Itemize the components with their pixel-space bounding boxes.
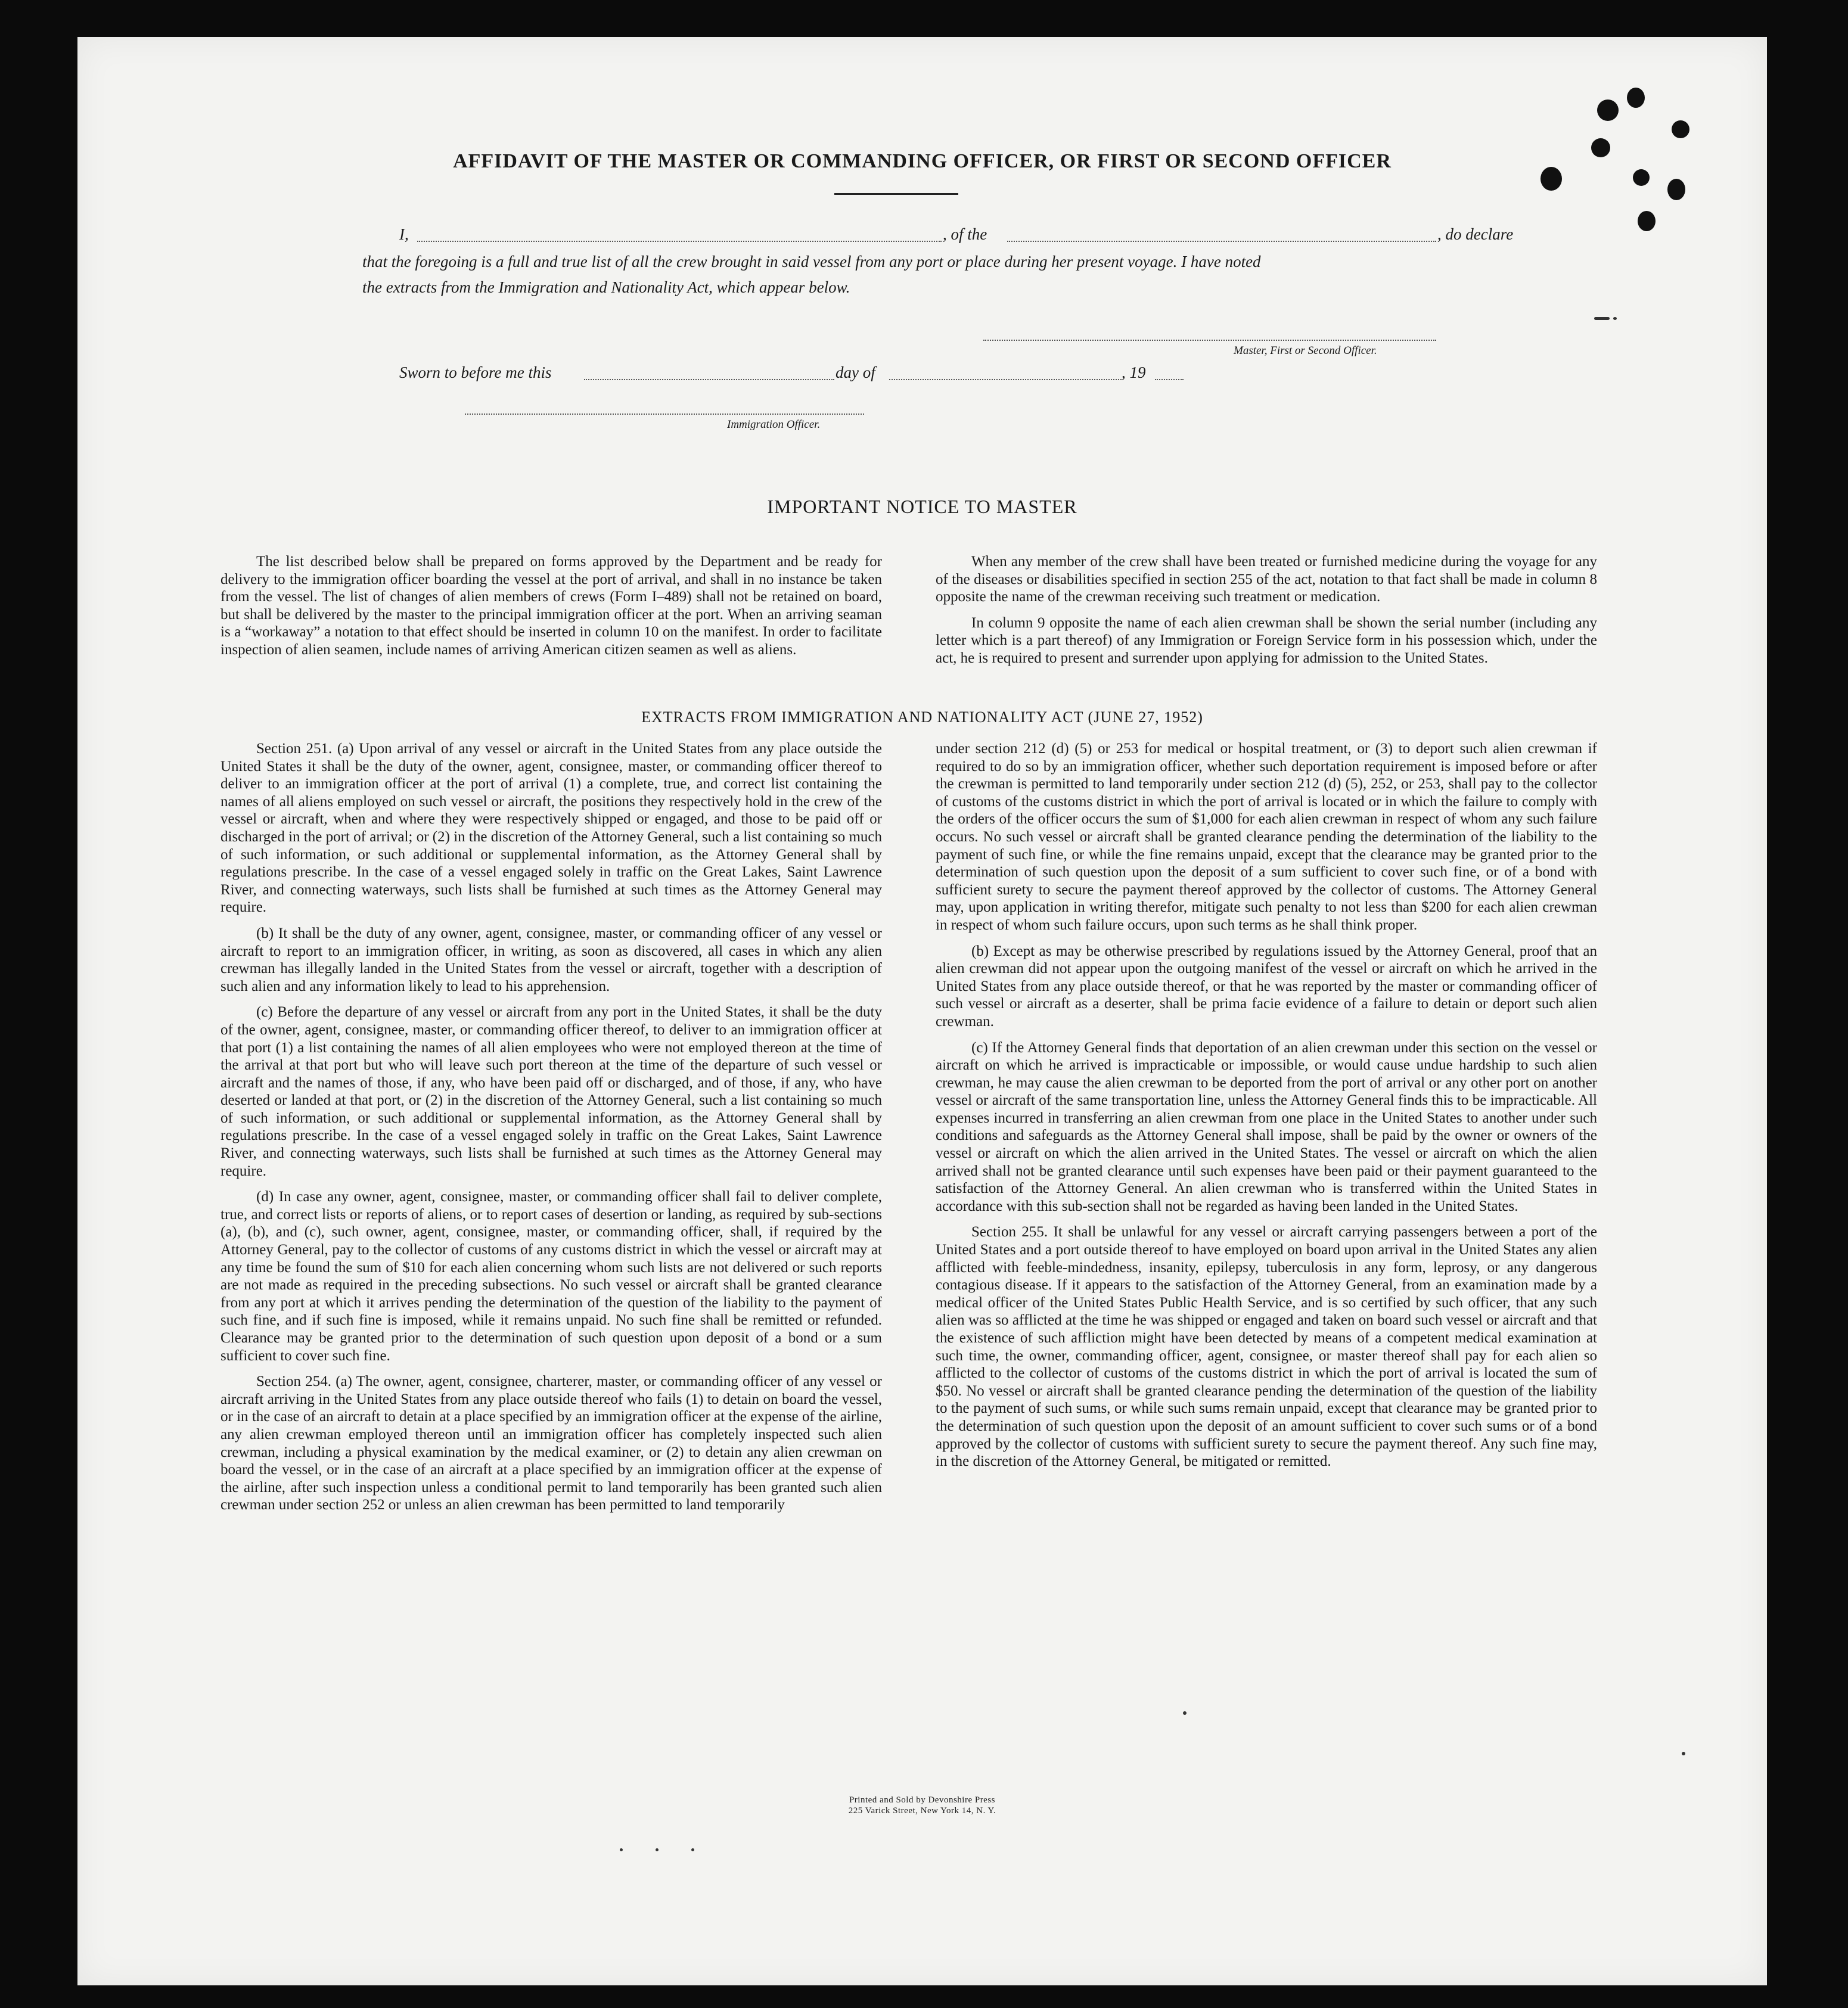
- imprint-line-1: Printed and Sold by Devonshire Press: [849, 1795, 996, 1805]
- ink-speck: [1183, 1711, 1187, 1715]
- section-254b: (b) Except as may be otherwise prescribed by regulations issued by the Attorney General, proof that an alien crewman did not appear upon the outgoing manifest of the vessel or aircraft on which he arrived in the United States from any place outside thereof, or that he was reported by the master or commanding officer of such vessel or aircraft as a deserter, shall be prima facie evidence of a failure to detain or deport such alien crewman.: [936, 943, 1597, 1030]
- officer-signature-field[interactable]: [465, 414, 864, 415]
- section-254a: Section 254. (a) The owner, agent, consignee, charterer, master, or commanding officer of any vessel or aircraft arriving in the United States from any place outside thereof who fails (1) to detain on board the vessel, or in the case of an aircraft to detain at a place specified by an immigration officer at the expense of the airline, any alien crewman employed thereon until an immigration officer has completely inspected such alien crewman, including a physical examination by the medical examiner, or (2) to detain any alien crewman on board the vessel, or in the case of an aircraft at a place specified by an immigration officer at the expense of the airline, after such inspection unless a conditional permit to land temporarily has been granted such alien crewman under section 252 or unless an alien crewman has been permitted to land temporarily: [220, 1373, 882, 1513]
- declaration-text-line2: that the foregoing is a full and true list of all the crew brought in said vessel from any port or place during her present voyage. I have noted: [362, 253, 1261, 271]
- master-signature-label: Master, First or Second Officer.: [1234, 344, 1377, 357]
- declarant-prefix: I,: [399, 225, 409, 243]
- section-254a-continued: under section 212 (d) (5) or 253 for medical or hospital treatment, or (3) to deport such alien crewman if required to do so by an immigration officer, whether such deportation requirement is imposed before or after the crewman is permitted to land temporarily under section 212 (d) (5), 252, or 253, shall pay to the collector of customs of the customs district in which the port of arrival is located or in which the failure to comply with the orders of the officer occurs the sum of $1,000 for each alien crewman in respect of whom any such failure occurs. No such vessel or aircraft shall be granted clearance pending the determination of the liability to the payment of such fine, or while the fine remains unpaid, except that the clearance may be granted prior to the determination of such question upon the deposit of a sum sufficient to cover such fine, or of a bond with sufficient surety to secure the payment thereof approved by the collector of customs. The Attorney General may, upon application in writing therefor, mitigate such penalty to not less than $200 for each alien crewman in respect of whom such failure occurs, upon such terms as he shall think proper.: [936, 741, 1597, 933]
- extracts-left-column: [220, 740, 882, 1522]
- declaration-text-line3: the extracts from the Immigration and Nationality Act, which appear below.: [362, 278, 850, 296]
- section-251d: (d) In case any owner, agent, consignee, master, or commanding officer shall fail to deliver complete, true, and correct lists or reports of aliens, or to report cases of desertion or landing, as required by sub-sections (a), (b), and (c), such owner, agent, consignee, master, or commanding officer, shall, if required by the Attorney General, pay to the collector of customs of any customs district in which the vessel or aircraft may at any time be found the sum of $10 for each alien concerning whom such lists are not delivered or such reports are not made as required in the preceding subsections. No such vessel or aircraft shall be granted clearance from any port at which it arrives pending the determination of the question of the liability to the payment of such fine, and if such fine is imposed, while it remains unpaid. No such fine shall be remitted or refunded. Clearance may be granted prior to the determination of such question upon deposit of a bond or a sum sufficient to cover such fine.: [220, 1189, 882, 1364]
- ink-blot: [1591, 138, 1610, 157]
- ink-speck: [1613, 317, 1617, 320]
- ink-blot: [1633, 169, 1650, 186]
- sworn-day-field[interactable]: [584, 379, 834, 380]
- ink-blot: [1597, 100, 1619, 121]
- ink-speck: [656, 1848, 659, 1851]
- sworn-label: Sworn to before me this: [399, 363, 552, 381]
- sworn-year-field[interactable]: [1155, 379, 1184, 380]
- ink-speck: [620, 1848, 623, 1851]
- ink-blot: [1540, 167, 1562, 191]
- notice-paragraph: The list described below shall be prepared on forms approved by the Department and be ready for delivery to the immigration officer boarding the vessel at the port of arrival, and shall in no instance be taken from the vessel. The list of changes of alien members of crews (Form I–489) shall not be retained on board, but shall be delivered by the master to the principal immigration officer at the port. When an arriving seaman is a “workaway” a notation to that effect should be inserted in column 10 on the manifest. In order to facilitate inspection of alien seamen, include names of arriving American citizen seamen as well as aliens.: [220, 554, 882, 658]
- notice-paragraph: When any member of the crew shall have been treated or furnished medicine during the voyage for any of the diseases or disabilities specified in section 255 of the act, notation to that fact shall be made in column 8 opposite the name of the crewman receiving such treatment or medication.: [936, 554, 1597, 605]
- ink-speck: [691, 1848, 694, 1851]
- ink-blot: [1672, 120, 1689, 138]
- section-251b: (b) It shall be the duty of any owner, agent, consignee, master, or commanding officer of any vessel or aircraft to report to an immigration officer, in writing, as soon as discovered, all cases in which any alien crewman has illegally landed in the United States from the vessel or aircraft, together with a description of such alien and any information likely to lead to his apprehension.: [220, 925, 882, 994]
- section-251a: Section 251. (a) Upon arrival of any vessel or aircraft in the United States from any place outside the United States it shall be the duty of the owner, agent, consignee, master, or commanding officer thereof to deliver to an immigration officer at the port of arrival (1) a complete, true, and correct list containing the names of all aliens employed on such vessel or aircraft, the positions they respectively hold in the crew of the vessel or aircraft, when and where they were respectively shipped or engaged, and those to be paid off or discharged in the port of arrival; or (2) in the discretion of the Attorney General, such a list containing so much of such information, or such additional or supplemental information, as the Attorney General shall by regulations prescribe. In the case of a vessel engaged solely in traffic on the Great Lakes, Saint Lawrence River, and connecting waterways, such lists shall be furnished at such times as the Attorney General may require.: [220, 741, 882, 916]
- form-sheet: [77, 37, 1767, 1985]
- notice-left-column: [220, 553, 882, 667]
- section-255: Section 255. It shall be unlawful for any vessel or aircraft carrying passengers between a port of the United States and a port outside thereof to have employed on board upon arrival in the United States any alien afflicted with feeble-mindedness, insanity, epilepsy, tuberculosis in any form, leprosy, or any dangerous contagious disease. If it appears to the satisfaction of the Attorney General, from an examination made by a medical officer of the United States Public Health Service, and is so certified by such officer, that any such alien was so afflicted at the time he was shipped or engaged and taken on board such vessel or aircraft and that the existence of such affliction might have been detected by means of a competent medical examination at such time, the owner, commanding officer, agent, consignee, or master thereof shall pay for each alien so afflicted to the collector of customs of the customs district in which the port of arrival is located the sum of $50. No vessel or aircraft shall be granted clearance pending the determination of the question of the liability to the payment of such sums, or while such sums remain unpaid, except that clearance may be granted prior to the determination of such question upon the deposit of an amount sufficient to cover such sums or of a bond approved by the collector of customs with sufficient surety to secure the payment thereof. Any such fine may, in the discretion of the Attorney General, be mitigated or remitted.: [936, 1224, 1597, 1470]
- imprint-line-2: 225 Varick Street, New York 14, N. Y.: [848, 1806, 996, 1816]
- section-254c: (c) If the Attorney General finds that deportation of an alien crewman under this section on the vessel or aircraft on which he arrived is impracticable or impossible, or would cause undue hardship to such alien crewman, he may cause the alien crewman to be deported from the port of arrival or any other port on another vessel or aircraft of the same transportation line, unless the Attorney General finds this to be impracticable. All expenses incurred in transferring an alien crewman from one place in the United States to another under such conditions and safeguards as the Attorney General shall impose, shall be paid by the owner or owners of the vessel or aircraft on which the alien arrived in the United States. The vessel or aircraft on which the alien arrived shall not be granted clearance until such expenses have been paid or their payment guaranteed to the satisfaction of the Attorney General. An alien crewman who is transferred within the United States in accordance with this sub-section shall not be regarded as having been landed in the United States.: [936, 1039, 1597, 1214]
- day-of-label: day of: [836, 363, 875, 381]
- master-signature-field[interactable]: [983, 340, 1436, 341]
- notice-title: IMPORTANT NOTICE TO MASTER: [767, 496, 1077, 517]
- ink-blot: [1667, 179, 1685, 200]
- declarant-name-field[interactable]: [417, 241, 942, 242]
- do-declare-label: , do declare: [1437, 225, 1514, 243]
- section-251c: (c) Before the departure of any vessel or aircraft from any port in the United States, it shall be the duty of the owner, agent, consignee, master, or commanding officer thereof, to deliver to an immigration officer at that port (1) a list containing the names of all alien employees who were not employed thereon at the time of the arrival at that port but who will leave such port thereon at the time of the departure of such vessel or aircraft and the names of those, if any, who have been paid off or discharged, and of those, if any, who have deserted or landed at that port, or (2) in the discretion of the Attorney General, such a list containing so much of such information, or such additional or supplemental information, as the Attorney General shall by regulations prescribe. In the case of a vessel engaged solely in traffic on the Great Lakes, Saint Lawrence River, and connecting waterways, such lists shall be furnished at such times as the Attorney General may require.: [220, 1004, 882, 1179]
- of-the-label: , of the: [943, 225, 987, 243]
- ink-speck: [1682, 1752, 1685, 1755]
- affidavit-title: AFFIDAVIT OF THE MASTER OR COMMANDING OFFICER, OR FIRST OR SECOND OFFICER: [453, 150, 1392, 172]
- printer-imprint: [77, 1795, 1767, 1816]
- ink-speck: [1594, 317, 1610, 320]
- ink-blot: [1627, 88, 1645, 108]
- sworn-month-field[interactable]: [889, 379, 1122, 380]
- officer-signature-label: Immigration Officer.: [727, 418, 821, 431]
- notice-right-column: [936, 553, 1597, 676]
- ink-blot: [1638, 211, 1656, 231]
- notice-paragraph: In column 9 opposite the name of each alien crewman shall be shown the serial number (including any letter which is a part thereof) of any Immigration or Foreign Service form in his possession which, under the act, he is required to present and surrender upon applying for admission to the United States.: [936, 614, 1597, 666]
- extracts-title: EXTRACTS FROM IMMIGRATION AND NATIONALITY ACT (JUNE 27, 1952): [641, 708, 1203, 726]
- year-prefix: , 19: [1122, 363, 1146, 381]
- vessel-name-field[interactable]: [1007, 241, 1436, 242]
- extracts-right-column: [936, 740, 1597, 1479]
- title-rule: [834, 193, 958, 195]
